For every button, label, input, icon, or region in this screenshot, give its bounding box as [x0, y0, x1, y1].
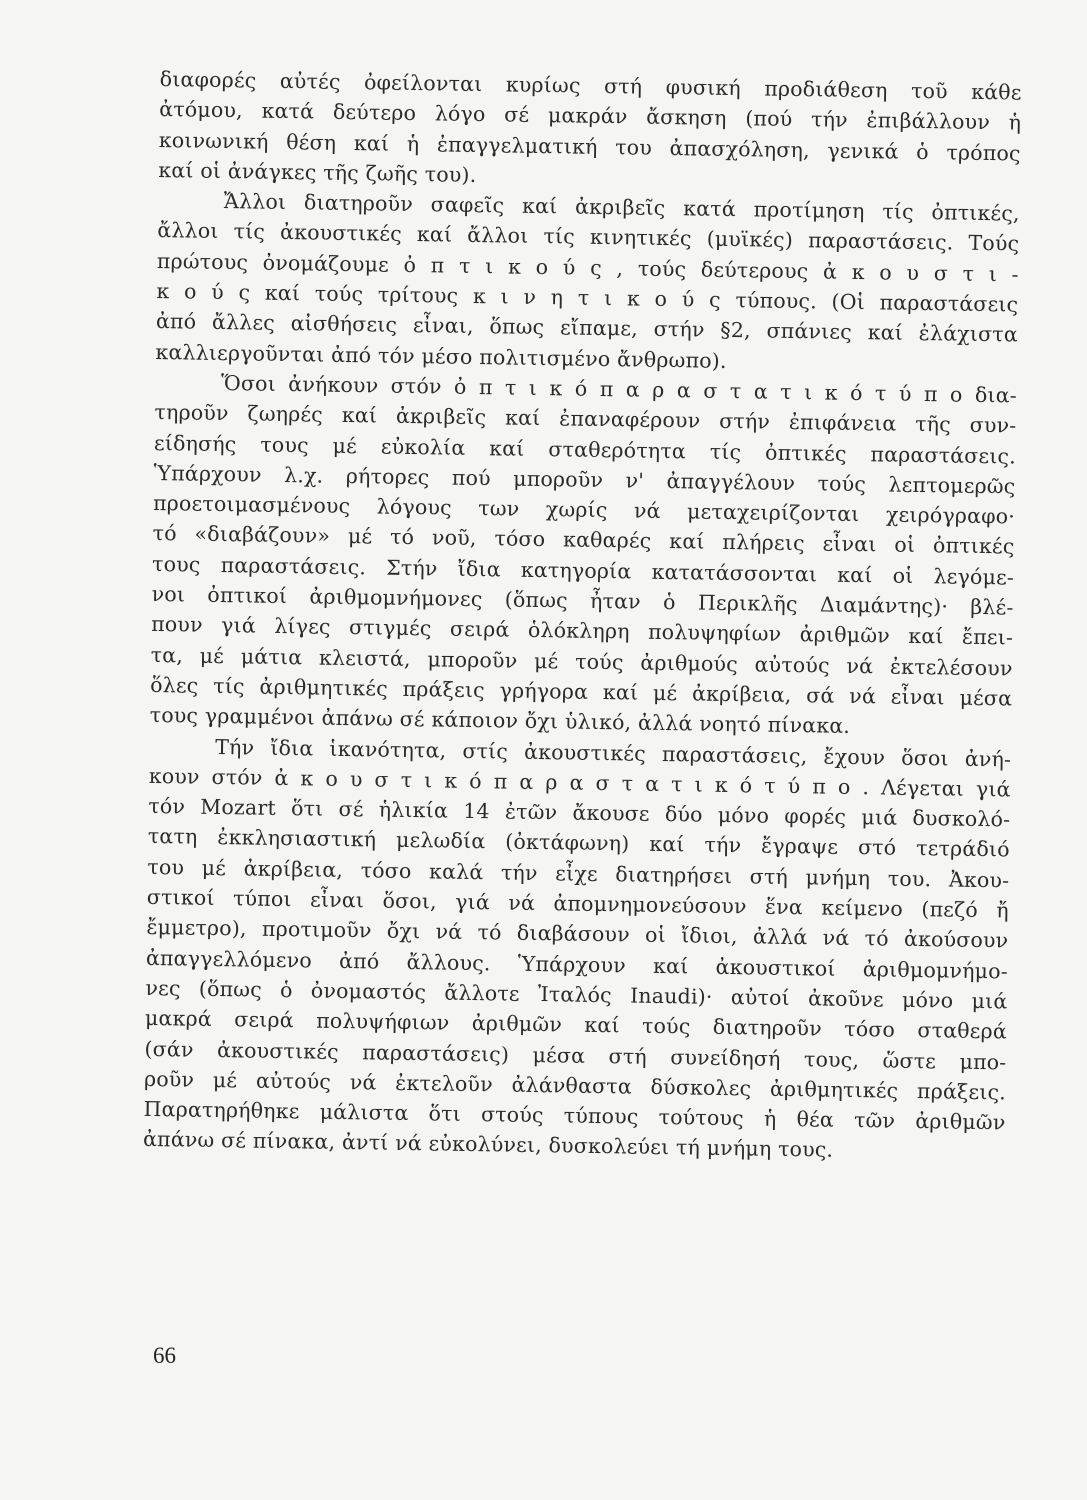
text-line: ἔμμετρο), προτιμοῦν ὄχι νά τό διαβάσουν οἱ ἴδιοι, ἀλλά νά τό ἀκούσουν: [146, 915, 1009, 953]
text-line: τα, μέ μάτια κλειστά, μποροῦν μέ τούς ἀριθμούς αὐτούς νά ἐκτελέσουν: [150, 642, 1013, 681]
text-line: διαφορές αὐτές ὀφείλονται κυρίως στή φυσική προδιάθεση τοῦ κάθε: [159, 66, 1022, 105]
paragraph-start-line: Τήν ἴδια ἱκανότητα, στίς ἀκουστικές παραστάσεις, ἔχουν ὅσοι ἀνή-: [215, 734, 1012, 771]
text-line: ροῦν μέ αὐτούς νά ἐκτελοῦν ἀλάνθαστα δύσκολες ἀριθμητικές πράξεις.: [143, 1066, 1007, 1105]
text-line: Παρατηρήθηκε μάλιστα ὅτι στούς τύπους τούτους ἡ θέα τῶν ἀριθμῶν: [143, 1096, 1006, 1135]
text-line: καλλιεργοῦνται ἀπό τόν μέσο πολιτισμένο ἄνθρωπο).: [155, 339, 727, 373]
text-line: Ὑπάρχουν λ.χ. ρήτορες πού μποροῦν ν' ἀπαγγέλουν τούς λεπτομερῶς: [153, 460, 1016, 499]
text-line: νες (ὅπως ὁ ὀνομαστός ἄλλοτε Ἰταλός Inaudi)· αὐτοί ἀκοῦνε μόνο μιά: [145, 975, 1008, 1014]
text-line: ἀτόμου, κατά δεύτερο λόγο σέ μακράν ἄσκηση (πού τήν ἐπιβάλλουν ἡ: [159, 97, 1022, 135]
text-line: ἄλλοι τίς ἀκουστικές καί ἄλλοι τίς κινητικές (μυϊκές) παραστάσεις. Τούς: [157, 218, 1020, 257]
page-number: 66: [153, 1343, 176, 1368]
text-line: (σάν ἀκουστικές παραστάσεις) μέσα στή συνείδησή τους, ὥστε μπο-: [144, 1036, 1007, 1074]
text-line: στικοί τύποι εἶναι ὅσοι, γιά νά ἀπομνημονεύσουν ἕνα κείμενο (πεζό ἤ: [146, 884, 1009, 923]
text-line: τηροῦν ζωηρές καί ἀκριβεῖς καί ἐπαναφέρουν στήν ἐπιφάνεια τῆς συν-: [154, 400, 1017, 438]
text-line: ἀπαγγελλόμενο ἀπό ἄλλους. Ὑπάρχουν καί ἀκουστικοί ἀριθμομνήμο-: [145, 945, 1009, 984]
paragraph-start-line: Ὅσοι ἀνήκουν στόν ὀ π τ ι κ ό π α ρ α σ τ α τ ι κ ό τ ύ π ο δια-: [220, 370, 1018, 408]
body-text: [143, 64, 1022, 1168]
text-line: τους γραμμένοι ἀπάνω σέ κάποιον ὄχι ὑλικό, ἀλλά νοητό πίνακα.: [149, 703, 851, 739]
text-line: πουν γιά λίγες στιγμές σειρά ὁλόκληρη πολυψηφίων ἀριθμῶν καί ἔπει-: [151, 612, 1014, 650]
text-line: μακρά σειρά πολυψήφιων ἀριθμῶν καί τούς διατηροῦν τόσο σταθερά: [144, 1006, 1008, 1044]
text-line: πρώτους ὀνομάζουμε ὀ π τ ι κ ο ύ ς , τούς δεύτερους ἀ κ ο υ σ τ ι -: [156, 248, 1019, 287]
paragraph-start-line: Ἄλλοι διατηροῦν σαφεῖς καί ἀκριβεῖς κατά προτίμηση τίς ὀπτικές,: [223, 189, 1020, 226]
text-line: ἀπάνω σέ πίνακα, ἀντί νά εὐκολύνει, δυσκολεύει τή μνήμη τους.: [142, 1127, 834, 1163]
text-line: νοι ὀπτικοί ἀριθμομνήμονες (ὅπως ἦταν ὁ Περικλῆς Διαμάντης)· βλέ-: [151, 581, 1014, 620]
text-line: καί οἱ ἀνάγκες τῆς ζωῆς του).: [158, 157, 477, 187]
text-line: ἀπό ἄλλες αἰσθήσεις εἶναι, ὅπως εἴπαμε, στήν §2, σπάνιες καί ἐλάχιστα: [155, 309, 1019, 347]
text-line: κουν στόν ἀ κ ο υ σ τ ι κ ό π α ρ α σ τ α τ ι κ ό τ ύ π ο . Λέγεται γιά: [148, 763, 1011, 802]
text-line: είδησής τους μέ εὐκολία καί σταθερότητα τίς ὀπτικές παραστάσεις.: [153, 430, 1017, 469]
text-line: τόν Mozart ὅτι σέ ἡλικία 14 ἐτῶν ἄκουσε δύο μόνο φορές μιά δυσκολό-: [148, 794, 1011, 832]
text-line: κ ο ύ ς καί τούς τρίτους κ ι ν η τ ι κ ο ύ ς τύπους. (Οἱ παραστάσεις: [156, 279, 1019, 317]
text-line: τατη ἐκκλησιαστική μελωδία (ὀκτάφωνη) καί τήν ἔγραψε στό τετράδιό: [147, 824, 1010, 862]
text-line: του μέ ἀκρίβεια, τόσο καλά τήν εἶχε διατηρήσει στή μνήμη του. Ἀκου-: [147, 854, 1010, 893]
text-line: τους παραστάσεις. Στήν ἴδια κατηγορία κατατάσσονται καί οἱ λεγόμε-: [151, 551, 1015, 590]
text-line: ὅλες τίς ἀριθμητικές πράξεις γρήγορα καί μέ ἀκρίβεια, σά νά εἶναι μέσα: [150, 672, 1013, 711]
text-line: κοινωνική θέση καί ἡ ἐπαγγελματική του ἀπασχόληση, γενικά ὁ τρόπος: [158, 127, 1021, 166]
text-line: τό «διαβάζουν» μέ τό νοῦ, τόσο καθαρές καί πλήρεις εἶναι οἱ ὀπτικές: [152, 521, 1015, 559]
text-line: προετοιμασμένους λόγους των χωρίς νά μεταχειρίζονται χειρόγραφο·: [152, 491, 1016, 529]
